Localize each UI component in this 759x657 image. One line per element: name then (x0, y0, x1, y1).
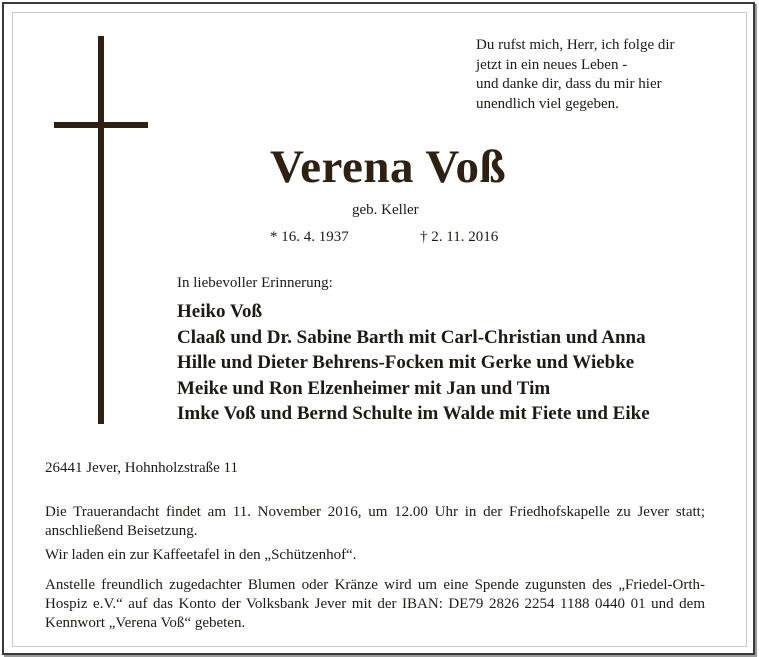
memory-heading: In liebevoller Erinnerung: (177, 275, 333, 291)
cross-vertical-icon (98, 36, 104, 424)
donation-paragraph: Anstelle freundlich zugedachter Blumen oder Kränze wird um eine Spende zugunsten des „Friedel-Orth-Hospiz e.V.“ auf das Konto der Volksbank Jever mit der IBAN: DE79 2826 2254 1188 0440 01 und dem Kennwort „Verena Voß“ gebeten. (45, 577, 705, 631)
mourner-line: Heiko Voß (177, 301, 263, 322)
cross-horizontal-icon (54, 122, 148, 128)
deceased-name: Verena Voß (270, 141, 507, 193)
verse-line: Du rufst mich, Herr, ich folge dir (476, 37, 675, 53)
reception-paragraph: Wir laden ein zur Kaffeetafel in den „Schützenhof“. (45, 547, 357, 563)
family-address: 26441 Jever, Hohnholzstraße 11 (45, 460, 238, 476)
verse (476, 36, 675, 114)
mourner-line: Meike und Ron Elzenheimer mit Jan und Tim (177, 377, 551, 399)
mourners-list (177, 299, 650, 427)
mourner-line: Imke Voß und Bernd Schulte im Walde mit Fiete und Eike (177, 403, 650, 424)
service-paragraph: Die Trauerandacht findet am 11. November 2016, um 12.00 Uhr in der Friedhofskapelle zu Jever statt; anschließend Beisetzung. (45, 504, 705, 539)
mourner-line: Claaß und Dr. Sabine Barth mit Carl-Christian und Anna (177, 326, 646, 348)
verse-line: und danke dir, dass du mir hier (476, 76, 662, 92)
birth-date: * 16. 4. 1937 (270, 229, 349, 245)
death-date: † 2. 11. 2016 (420, 229, 499, 245)
birth-name: geb. Keller (352, 202, 419, 218)
verse-line: jetzt in ein neues Leben - (476, 56, 628, 73)
verse-line: unendlich viel gegeben. (476, 95, 619, 112)
mourner-line: Hille und Dieter Behrens-Focken mit Gerke und Wiebke (177, 352, 635, 373)
